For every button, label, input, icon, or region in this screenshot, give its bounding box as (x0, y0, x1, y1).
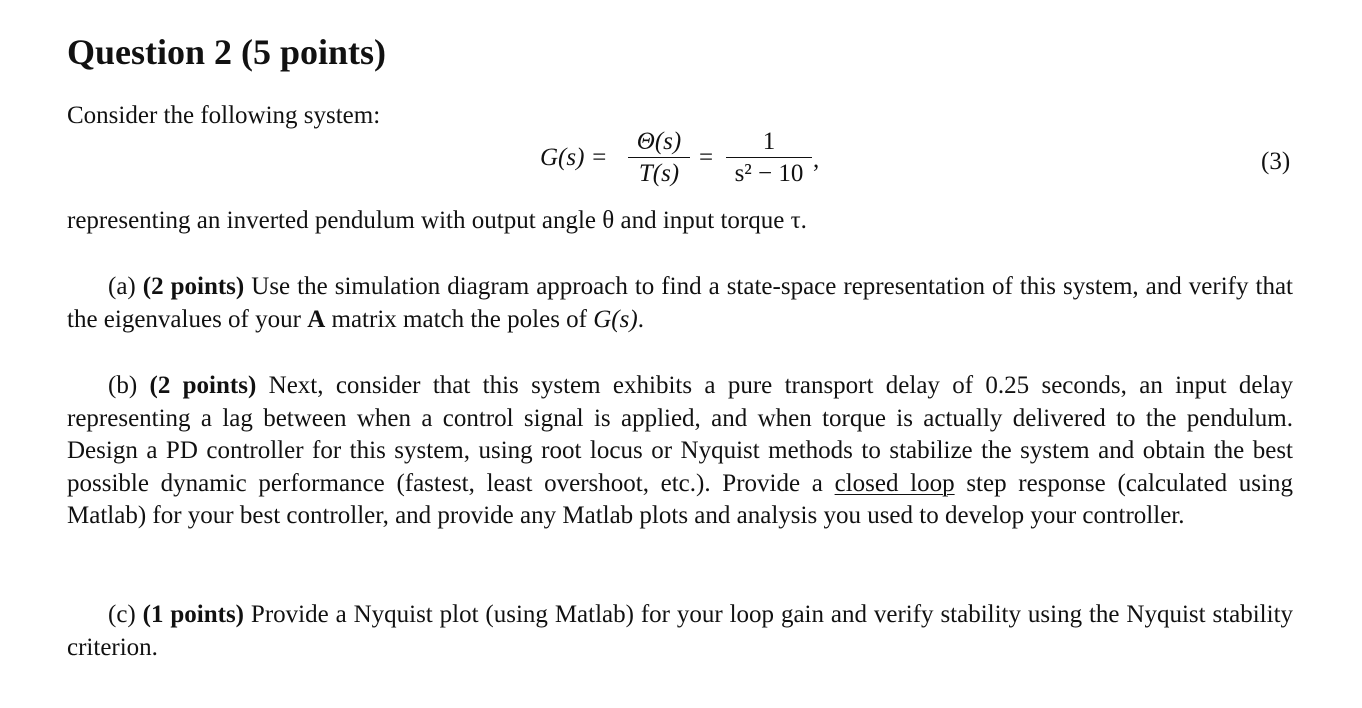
part-a-text: Use the simulation diagram approach to find a state-space representation of this system, and verify that the eigenvalues of your (67, 273, 1293, 333)
part-a-func: G(s) (593, 305, 638, 333)
part-b-text-2: step response (calculated using Matlab) for your best controller, and provide any Matlab plots and analysis you used to develop your controller. (67, 469, 1293, 530)
part-b-points: (2 points) (149, 372, 257, 399)
equation-equals: = (699, 144, 714, 171)
part-a-text-2: matrix match the poles of (331, 305, 587, 333)
fraction-numerator: Θ(s) (636, 128, 682, 155)
fraction-theta-over-t (628, 128, 690, 188)
part-b-text: Next, consider that this system exhibits a pure transport delay of 0.25 seconds, an input delay representing a lag between when a control signal is applied, and when torque is actually delivered to the pendulum. Design a PD controller for this system, using root locus or Nyquist methods to stabilize the system and obtain the best possible dynamic performance (fastest, least overshoot, etc.). Provide a (67, 372, 1294, 497)
part-a-points: (2 points) (142, 273, 245, 300)
fraction-one-over-poly (726, 128, 812, 188)
part-a-matrix: A (307, 305, 326, 333)
equation-lhs: G(s) = (540, 144, 608, 171)
equation-number: (3) (1261, 148, 1291, 175)
part-a (67, 271, 1293, 336)
fraction-bar (628, 157, 690, 158)
part-c-label: (c) (108, 601, 136, 628)
intro-text: Consider the following system: (67, 102, 381, 129)
system-description: representing an inverted pendulum with output angle θ and input torque τ. (67, 207, 807, 234)
fraction-bar (726, 157, 812, 158)
part-a-period: . (637, 305, 644, 333)
part-c-points: (1 points) (142, 601, 245, 628)
fraction-denominator: s² − 10 (734, 160, 804, 188)
part-c-text: Provide a Nyquist plot (using Matlab) for your loop gain and verify stability using the Nyquist stability criterion. (67, 601, 1294, 661)
equation-comma: , (813, 146, 820, 173)
question-title: Question 2 (5 points) (67, 32, 387, 72)
part-b-underlined: closed loop (834, 469, 955, 497)
part-b-label: (b) (108, 372, 138, 399)
fraction-numerator: 1 (762, 128, 776, 155)
part-a-label: (a) (108, 273, 136, 300)
part-c (67, 599, 1293, 664)
fraction-denominator: T(s) (638, 160, 680, 188)
part-b (67, 370, 1293, 533)
